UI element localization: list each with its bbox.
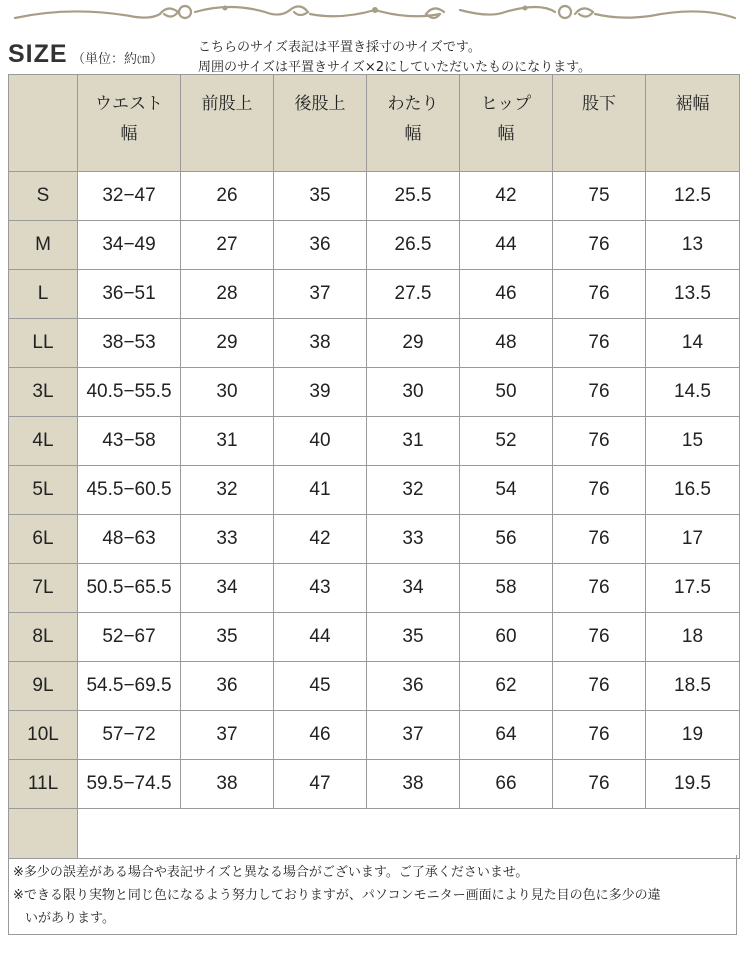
measurement-cell: 28 [181,270,274,319]
measurement-cell: 59.5−74.5 [78,760,181,809]
measurement-cell: 50 [460,368,553,417]
measurement-cell: 30 [367,368,460,417]
measurement-cell: 37 [181,711,274,760]
measurement-cell: 32 [181,466,274,515]
size-label-cell: LL [9,319,78,368]
measurement-cell: 57−72 [78,711,181,760]
measurement-cell: 44 [460,221,553,270]
size-table [8,74,739,859]
table-row [9,613,740,662]
measurement-cell: 16.5 [646,466,740,515]
size-label-cell: 10L [9,711,78,760]
measurement-cell: 44 [274,613,367,662]
measurement-note-line1: こちらのサイズ表記は平置き採寸のサイズです。 [198,40,481,55]
unit-label: （単位：約㎝） [72,52,164,67]
table-body [9,172,740,859]
measurement-note-line2: 周囲のサイズは平置きサイズ×2にしていただいたものになります。 [198,60,592,75]
size-label-cell: 9L [9,662,78,711]
measurement-cell: 26 [181,172,274,221]
measurement-cell: 40.5−55.5 [78,368,181,417]
measurement-cell: 38 [274,319,367,368]
measurement-cell: 43 [274,564,367,613]
measurement-cell: 27.5 [367,270,460,319]
measurement-cell: 38 [367,760,460,809]
measurement-cell: 48−63 [78,515,181,564]
table-row [9,466,740,515]
measurement-cell: 76 [553,368,646,417]
size-label-cell: 7L [9,564,78,613]
column-header: 前股上 [181,75,274,172]
measurement-cell: 50.5−65.5 [78,564,181,613]
table-header-row [9,75,740,172]
measurement-cell: 45 [274,662,367,711]
measurement-cell: 15 [646,417,740,466]
measurement-cell: 54.5−69.5 [78,662,181,711]
measurement-cell: 30 [181,368,274,417]
measurement-cell: 34 [367,564,460,613]
measurement-cell: 39 [274,368,367,417]
measurement-cell: 76 [553,711,646,760]
measurement-cell: 66 [460,760,553,809]
measurement-cell: 40 [274,417,367,466]
size-label-cell: 3L [9,368,78,417]
measurement-cell: 47 [274,760,367,809]
measurement-cell: 76 [553,515,646,564]
measurement-cell: 38 [181,760,274,809]
measurement-cell: 25.5 [367,172,460,221]
measurement-cell: 60 [460,613,553,662]
blank-label-cell [9,809,78,859]
measurement-cell: 76 [553,613,646,662]
table-row [9,221,740,270]
measurement-cell: 17.5 [646,564,740,613]
measurement-cell: 56 [460,515,553,564]
disclaimer-line: ※できる限り実物と同じ色になるよう努力しておりますが、パソコンモニター画面により見た目の色に多少の違 [13,888,661,903]
blank-value-cell [78,809,740,859]
measurement-cell: 27 [181,221,274,270]
measurement-cell: 31 [367,417,460,466]
measurement-cell: 18 [646,613,740,662]
size-label-cell: 4L [9,417,78,466]
measurement-cell: 76 [553,417,646,466]
size-label-cell: S [9,172,78,221]
column-header: 股下 [553,75,646,172]
table-row [9,760,740,809]
size-label-cell: M [9,221,78,270]
header-corner-cell [9,75,78,172]
measurement-cell: 36 [274,221,367,270]
measurement-cell: 76 [553,662,646,711]
measurement-cell: 35 [274,172,367,221]
size-label-cell: 5L [9,466,78,515]
measurement-cell: 62 [460,662,553,711]
measurement-cell: 46 [274,711,367,760]
measurement-cell: 33 [367,515,460,564]
measurement-cell: 36−51 [78,270,181,319]
measurement-cell: 35 [181,613,274,662]
measurement-cell: 76 [553,564,646,613]
measurement-cell: 26.5 [367,221,460,270]
disclaimer-line: ※多少の誤差がある場合や表記サイズと異なる場合がございます。ご了承くださいませ。 [13,865,529,880]
measurement-cell: 76 [553,221,646,270]
measurement-cell: 19 [646,711,740,760]
measurement-cell: 32 [367,466,460,515]
column-header: ウエスト 幅 [78,75,181,172]
table-row [9,319,740,368]
measurement-cell: 76 [553,760,646,809]
measurement-cell: 76 [553,466,646,515]
measurement-cell: 48 [460,319,553,368]
size-label-cell: 11L [9,760,78,809]
column-header: 後股上 [274,75,367,172]
measurement-cell: 75 [553,172,646,221]
measurement-cell: 41 [274,466,367,515]
column-header: わたり 幅 [367,75,460,172]
table-row [9,368,740,417]
column-header: 裾幅 [646,75,740,172]
measurement-cell: 42 [460,172,553,221]
measurement-cell: 18.5 [646,662,740,711]
measurement-cell: 34−49 [78,221,181,270]
measurement-cell: 29 [367,319,460,368]
column-header: ヒップ 幅 [460,75,553,172]
measurement-cell: 36 [367,662,460,711]
measurement-cell: 37 [274,270,367,319]
measurement-cell: 52−67 [78,613,181,662]
size-label-cell: L [9,270,78,319]
table-row [9,417,740,466]
table-row [9,270,740,319]
table-row [9,662,740,711]
blank-row [9,809,740,859]
disclaimer-notes [8,855,737,935]
measurement-cell: 12.5 [646,172,740,221]
measurement-cell: 43−58 [78,417,181,466]
table-row [9,515,740,564]
measurement-cell: 29 [181,319,274,368]
measurement-cell: 76 [553,270,646,319]
measurement-cell: 64 [460,711,553,760]
measurement-cell: 52 [460,417,553,466]
measurement-cell: 35 [367,613,460,662]
table-row [9,711,740,760]
measurement-cell: 36 [181,662,274,711]
table-row [9,172,740,221]
measurement-cell: 34 [181,564,274,613]
size-title: SIZE [8,40,68,68]
decorative-scroll-border [10,0,740,30]
measurement-cell: 19.5 [646,760,740,809]
measurement-cell: 13.5 [646,270,740,319]
measurement-cell: 33 [181,515,274,564]
measurement-cell: 14.5 [646,368,740,417]
measurement-cell: 58 [460,564,553,613]
measurement-cell: 32−47 [78,172,181,221]
size-label-cell: 8L [9,613,78,662]
measurement-cell: 42 [274,515,367,564]
measurement-cell: 14 [646,319,740,368]
measurement-cell: 17 [646,515,740,564]
measurement-cell: 54 [460,466,553,515]
table-row [9,564,740,613]
measurement-cell: 37 [367,711,460,760]
disclaimer-line: いがあります。 [25,911,115,926]
measurement-cell: 31 [181,417,274,466]
measurement-cell: 45.5−60.5 [78,466,181,515]
size-label-cell: 6L [9,515,78,564]
measurement-cell: 13 [646,221,740,270]
measurement-cell: 76 [553,319,646,368]
measurement-cell: 46 [460,270,553,319]
measurement-cell: 38−53 [78,319,181,368]
